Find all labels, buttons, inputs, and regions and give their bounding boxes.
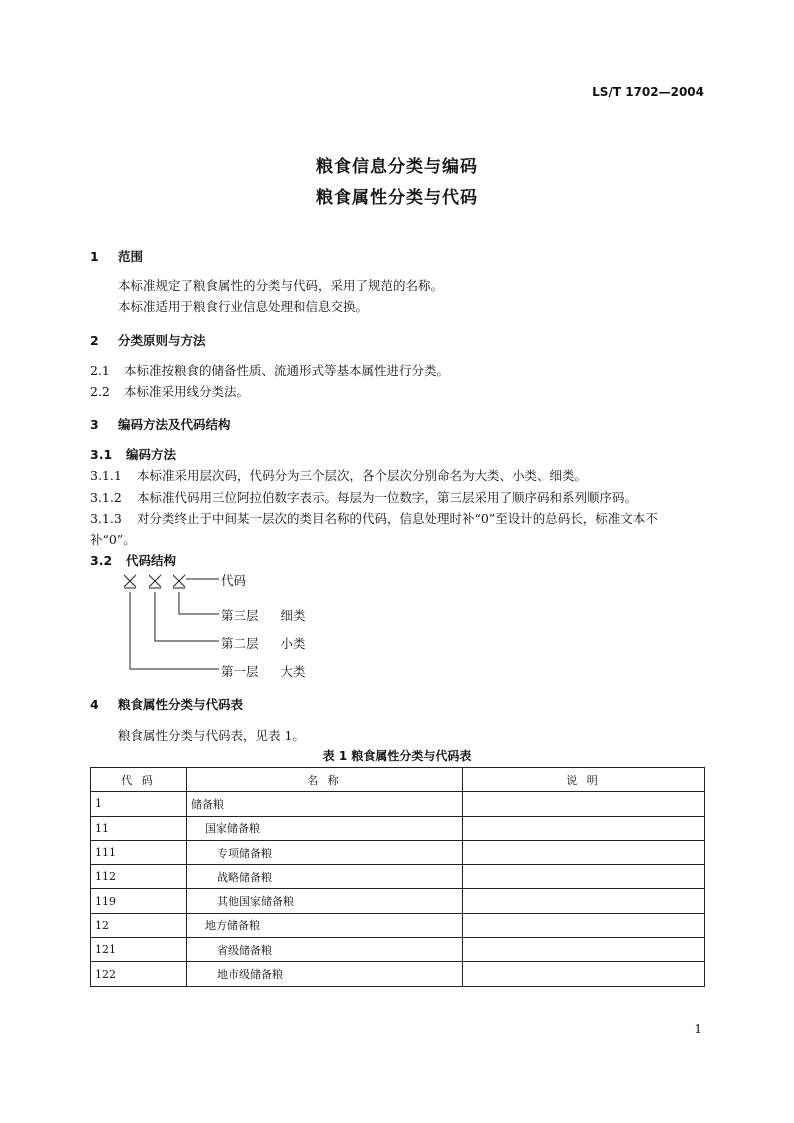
diagram-level-3: [221, 606, 306, 624]
table-row: [91, 840, 705, 864]
section-4-heading: [90, 695, 243, 713]
column-header-code: 代 码: [91, 768, 187, 792]
table-row: [91, 938, 705, 962]
cell-code: 111: [91, 840, 187, 864]
category-label: 细类: [280, 608, 306, 623]
cell-note: [463, 865, 705, 889]
clause-text: 本标准按粮食的储备性质、流通形式等基本属性进行分类。: [124, 363, 450, 378]
table-row: [91, 913, 705, 937]
paragraph: 本标准规定了粮食属性的分类与代码，采用了规范的名称。: [118, 278, 444, 293]
cell-code: 1: [91, 792, 187, 816]
clause-text: 本标准代码用三位阿拉伯数字表示。每层为一位数字，第三层采用了顺序码和系列顺序码。: [137, 490, 638, 505]
section-title: 分类原则与方法: [118, 333, 206, 348]
attribute-code-table: [90, 767, 705, 987]
cell-name: 战略储备粮: [187, 865, 463, 889]
layer-label: 第一层: [221, 664, 259, 679]
clause-number: 3.1.2: [90, 490, 122, 505]
level-3-connector: [179, 592, 219, 614]
level-2-connector: [155, 592, 219, 641]
clause-number: 2.1: [90, 363, 110, 378]
cell-code: 122: [91, 962, 187, 986]
section-title: 粮食属性分类与代码表: [118, 697, 244, 712]
diagram-code-label: 代码: [221, 573, 247, 588]
column-header-note: 说 明: [463, 768, 705, 792]
subsection-title: 编码方法: [126, 447, 177, 462]
cell-code: 11: [91, 816, 187, 840]
clause-text: 对分类终止于中间某一层次的类目名称的代码，信息处理时补“0”至设计的总码长，标准文本不: [137, 511, 658, 526]
clause-number: 2.2: [90, 384, 110, 399]
cell-name: 地方储备粮: [187, 913, 463, 937]
table-row: [91, 816, 705, 840]
clause-number: 3.1.1: [90, 468, 122, 483]
level-1-connector: [130, 592, 219, 669]
cell-note: [463, 913, 705, 937]
cell-code: 119: [91, 889, 187, 913]
page-number: 1: [694, 1022, 702, 1036]
paragraph: 本标准适用于粮食行业信息处理和信息交换。: [118, 299, 369, 314]
table-caption: 表 1 粮食属性分类与代码表: [322, 749, 472, 763]
layer-label: 第二层: [221, 636, 259, 651]
cell-name: 储备粮: [187, 792, 463, 816]
paragraph: 粮食属性分类与代码表，见表 1。: [118, 728, 305, 743]
table-row: [91, 865, 705, 889]
cell-name: 其他国家储备粮: [187, 889, 463, 913]
cell-code: 112: [91, 865, 187, 889]
clause-text: 本标准采用线分类法。: [124, 384, 250, 399]
cell-name: 地市级储备粮: [187, 962, 463, 986]
section-number: 4: [90, 697, 99, 712]
category-label: 小类: [280, 636, 306, 651]
table-row: [91, 889, 705, 913]
section-number: 2: [90, 333, 99, 348]
section-number: 1: [90, 249, 99, 264]
diagram-level-1: [221, 662, 306, 680]
column-header-name: 名 称: [187, 768, 463, 792]
clause-number: 3.2: [90, 553, 113, 568]
table-row: [91, 792, 705, 816]
section-number: 3: [90, 417, 99, 432]
cell-note: [463, 792, 705, 816]
cell-name: 省级储备粮: [187, 938, 463, 962]
cell-note: [463, 962, 705, 986]
cell-note: [463, 938, 705, 962]
table-row: [91, 962, 705, 986]
document-title: 粮食信息分类与编码: [316, 157, 478, 177]
clause-number: 3.1: [90, 447, 113, 462]
document-subtitle: 粮食属性分类与代码: [316, 188, 478, 208]
cell-note: [463, 816, 705, 840]
clause-number: 3.1.3: [90, 511, 122, 526]
diagram-level-2: [221, 634, 306, 652]
clause-text: 本标准采用层次码，代码分为三个层次，各个层次分别命名为大类、小类、细类。: [137, 468, 588, 483]
clause-3-1-3-continued: 补“0”。: [90, 532, 136, 547]
category-label: 大类: [280, 664, 306, 679]
cell-name: 专项储备粮: [187, 840, 463, 864]
table-header-row: [91, 768, 705, 792]
standard-number: LS/T 1702—2004: [592, 85, 704, 99]
cell-name: 国家储备粮: [187, 816, 463, 840]
cell-note: [463, 889, 705, 913]
cell-note: [463, 840, 705, 864]
cell-code: 12: [91, 913, 187, 937]
cell-code: 121: [91, 938, 187, 962]
section-title: 范围: [118, 249, 144, 264]
subsection-title: 代码结构: [126, 553, 177, 568]
layer-label: 第三层: [221, 608, 259, 623]
section-title: 编码方法及代码结构: [118, 417, 231, 432]
